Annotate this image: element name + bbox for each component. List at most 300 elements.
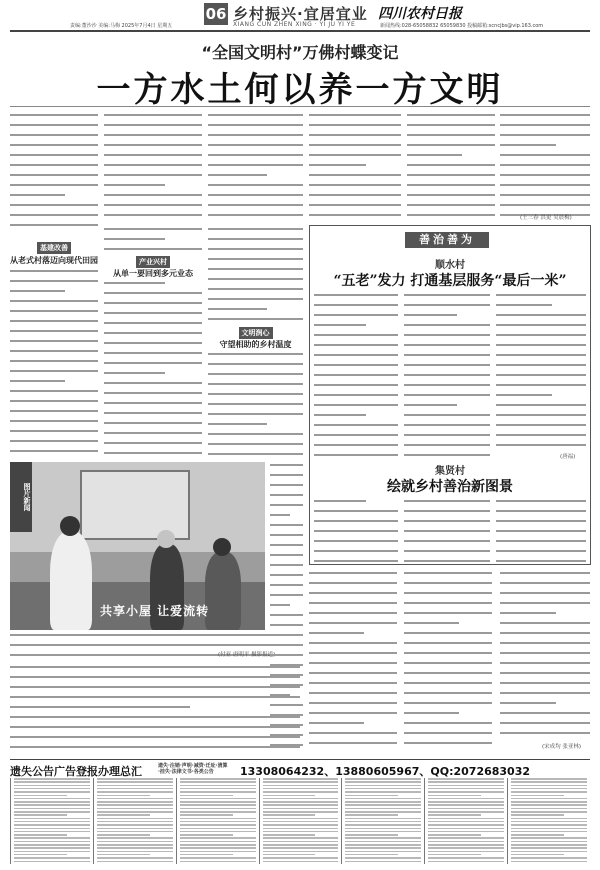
text-line bbox=[496, 500, 586, 508]
ads-line bbox=[97, 857, 173, 859]
text-line bbox=[496, 550, 586, 558]
ads-line bbox=[263, 811, 339, 813]
text-line bbox=[270, 564, 303, 572]
text-line bbox=[314, 394, 398, 402]
story2-location: 集贤村 bbox=[435, 466, 465, 477]
ads-line bbox=[180, 778, 256, 780]
text-line bbox=[496, 404, 586, 412]
ads-line bbox=[14, 824, 90, 826]
text-line bbox=[208, 393, 303, 401]
ads-line bbox=[345, 834, 398, 836]
text-line bbox=[404, 304, 490, 312]
text-line bbox=[104, 204, 202, 212]
ads-line bbox=[263, 821, 339, 823]
text-line bbox=[104, 302, 202, 310]
text-line bbox=[208, 363, 303, 371]
ads-line bbox=[14, 818, 90, 820]
text-line bbox=[10, 450, 98, 458]
story2-column-3b bbox=[500, 570, 590, 740]
ads-line bbox=[511, 804, 587, 806]
ads-column bbox=[93, 778, 176, 864]
ads-rule bbox=[10, 759, 590, 760]
ads-line bbox=[97, 834, 150, 836]
text-line bbox=[404, 520, 490, 528]
ads-line bbox=[14, 844, 90, 846]
text-line bbox=[104, 248, 202, 254]
text-line bbox=[500, 712, 590, 720]
ads-line bbox=[345, 844, 421, 846]
text-line bbox=[314, 424, 398, 432]
story1-author: (唐福) bbox=[560, 454, 576, 460]
newspaper-name: 四川农村日报 bbox=[378, 6, 462, 22]
ads-line bbox=[14, 861, 90, 863]
ads-line bbox=[263, 788, 339, 790]
ads-line bbox=[511, 821, 587, 823]
text-line bbox=[208, 318, 303, 326]
text-line bbox=[404, 712, 459, 720]
text-line bbox=[496, 510, 586, 518]
text-line bbox=[208, 278, 303, 286]
ads-line bbox=[14, 857, 90, 859]
text-line bbox=[500, 582, 590, 590]
text-line bbox=[10, 696, 300, 704]
ads-line bbox=[263, 814, 316, 816]
ads-line bbox=[345, 778, 421, 780]
body-column-1a bbox=[10, 112, 98, 232]
editor-info: 责编:董沙沙 美编:马梅 2025年7月4日 星期五 bbox=[70, 23, 173, 29]
text-line bbox=[314, 334, 398, 342]
ads-line bbox=[428, 814, 481, 816]
text-line bbox=[208, 214, 303, 222]
text-line bbox=[309, 632, 364, 640]
ads-line bbox=[97, 841, 173, 843]
ads-line bbox=[428, 818, 504, 820]
text-line bbox=[10, 280, 98, 288]
text-line bbox=[10, 360, 98, 368]
text-line bbox=[404, 662, 492, 670]
text-line bbox=[208, 308, 267, 316]
ads-line bbox=[511, 785, 587, 787]
ads-line bbox=[345, 818, 421, 820]
ads-line bbox=[180, 834, 233, 836]
text-line bbox=[404, 434, 490, 442]
text-line bbox=[208, 124, 303, 132]
story1-headline: “五老”发力 打通基层服务“最后一米” bbox=[333, 273, 567, 289]
ads-line bbox=[97, 818, 173, 820]
text-line bbox=[270, 594, 303, 602]
text-line bbox=[10, 270, 98, 278]
text-line bbox=[404, 722, 492, 730]
photo-villager-2-head bbox=[213, 538, 231, 556]
text-line bbox=[309, 612, 397, 620]
text-line bbox=[10, 370, 98, 378]
ads-line bbox=[97, 847, 173, 849]
photo-banner: 图片新闻 bbox=[10, 462, 32, 532]
ads-line bbox=[428, 781, 504, 783]
text-line bbox=[500, 592, 590, 600]
ads-line bbox=[14, 778, 90, 780]
text-line bbox=[208, 403, 303, 411]
ads-line bbox=[263, 828, 339, 830]
ads-line bbox=[345, 781, 421, 783]
text-line bbox=[314, 354, 398, 362]
text-line bbox=[314, 384, 398, 392]
ads-line bbox=[345, 828, 421, 830]
text-line bbox=[407, 154, 462, 162]
ads-line bbox=[511, 778, 587, 780]
ads-line bbox=[428, 801, 504, 803]
text-line bbox=[309, 692, 397, 700]
text-line bbox=[208, 238, 303, 246]
text-line bbox=[500, 692, 590, 700]
text-line bbox=[407, 184, 495, 192]
story2-column-1b bbox=[309, 570, 397, 752]
ads-line bbox=[263, 851, 339, 853]
text-line bbox=[104, 124, 202, 132]
text-line bbox=[404, 414, 490, 422]
text-line bbox=[104, 322, 202, 330]
text-line bbox=[404, 560, 490, 562]
story2-column-1 bbox=[314, 498, 398, 562]
ads-line bbox=[180, 824, 256, 826]
text-line bbox=[404, 510, 490, 518]
text-line bbox=[309, 134, 401, 142]
ads-line bbox=[14, 854, 67, 856]
text-line bbox=[10, 440, 98, 448]
body-column-3a bbox=[208, 112, 303, 224]
story2-column-2 bbox=[404, 498, 490, 562]
text-line bbox=[309, 194, 401, 202]
text-line bbox=[404, 344, 490, 352]
text-line bbox=[10, 686, 300, 694]
text-line bbox=[500, 164, 590, 172]
ads-line bbox=[180, 785, 256, 787]
ads-line bbox=[14, 804, 90, 806]
subhead-2: 从单一要回到多元业态 bbox=[113, 269, 193, 278]
section-pinyin: XIANG CUN ZHEN XING · YI JU YI YE bbox=[233, 21, 356, 28]
story-kicker: “全国文明村”万佛村蝶变记 bbox=[201, 43, 399, 62]
text-line bbox=[500, 722, 590, 730]
story2-column-2b bbox=[404, 570, 492, 752]
ads-line bbox=[97, 837, 173, 839]
ads-line bbox=[97, 795, 150, 797]
ads-line bbox=[14, 791, 90, 793]
text-line bbox=[496, 540, 586, 548]
text-line bbox=[10, 726, 300, 734]
text-line bbox=[496, 334, 586, 342]
ads-line bbox=[345, 804, 421, 806]
text-line bbox=[270, 654, 303, 662]
body-column-6a bbox=[500, 112, 590, 220]
text-line bbox=[10, 320, 98, 328]
ads-line bbox=[345, 795, 398, 797]
ads-line bbox=[180, 831, 256, 833]
text-line bbox=[104, 352, 202, 360]
ads-line bbox=[97, 824, 173, 826]
story2-column-3 bbox=[496, 498, 586, 562]
ads-line bbox=[14, 798, 90, 800]
ads-line bbox=[345, 808, 421, 810]
text-line bbox=[104, 372, 165, 380]
text-line bbox=[404, 582, 492, 590]
text-line bbox=[500, 652, 590, 660]
body-column-3b bbox=[208, 226, 303, 326]
shanyi-box-title: 善治善为 bbox=[405, 232, 489, 248]
text-line bbox=[208, 353, 303, 361]
text-line bbox=[404, 572, 492, 580]
ads-column bbox=[507, 778, 590, 864]
ads-line bbox=[180, 851, 256, 853]
ads-line bbox=[180, 854, 233, 856]
text-line bbox=[270, 514, 290, 522]
ads-line bbox=[180, 841, 256, 843]
text-line bbox=[404, 454, 490, 460]
ads-title: 遗失公告广告登报办理总汇 bbox=[10, 765, 142, 778]
text-line bbox=[104, 442, 202, 450]
story1-column-3 bbox=[496, 292, 586, 450]
text-line bbox=[10, 716, 300, 724]
text-line bbox=[309, 204, 401, 212]
text-line bbox=[208, 443, 303, 451]
ads-line bbox=[97, 814, 150, 816]
subhead-1-tag bbox=[10, 242, 98, 254]
text-line bbox=[309, 622, 397, 630]
header-rule bbox=[10, 30, 590, 32]
text-line bbox=[104, 238, 165, 246]
text-line bbox=[270, 464, 303, 472]
ads-line bbox=[511, 801, 587, 803]
text-line bbox=[10, 676, 300, 684]
text-line bbox=[270, 494, 303, 502]
text-line bbox=[208, 288, 303, 296]
text-line bbox=[500, 124, 590, 132]
ads-line bbox=[180, 801, 256, 803]
text-line bbox=[496, 344, 586, 352]
ads-line bbox=[511, 844, 587, 846]
text-line bbox=[404, 374, 490, 382]
text-line bbox=[10, 224, 98, 232]
text-line bbox=[10, 350, 98, 358]
text-line bbox=[104, 228, 202, 236]
story1-column-2 bbox=[404, 292, 490, 460]
ads-column bbox=[341, 778, 424, 864]
ads-line bbox=[428, 854, 481, 856]
ads-line bbox=[263, 798, 339, 800]
ads-line bbox=[180, 828, 256, 830]
contact-info: 新闻热线:028-65058832 65059830 投稿邮箱:scncjbs@vip.163.com bbox=[380, 23, 544, 29]
text-line bbox=[208, 114, 303, 122]
ads-line bbox=[263, 837, 339, 839]
text-line bbox=[404, 682, 492, 690]
ads-line bbox=[180, 844, 256, 846]
text-line bbox=[500, 204, 590, 212]
ads-line bbox=[511, 814, 564, 816]
ads-line bbox=[97, 808, 173, 810]
text-line bbox=[496, 444, 586, 450]
ads-line bbox=[180, 837, 256, 839]
text-line bbox=[404, 732, 492, 740]
text-line bbox=[404, 642, 492, 650]
masthead bbox=[0, 0, 600, 30]
text-line bbox=[496, 384, 586, 392]
text-line bbox=[496, 560, 586, 562]
ads-line bbox=[345, 788, 421, 790]
ads-line bbox=[511, 808, 587, 810]
ads-line bbox=[511, 781, 587, 783]
ads-line bbox=[428, 844, 504, 846]
text-line bbox=[309, 722, 364, 730]
text-line bbox=[104, 292, 202, 300]
text-line bbox=[104, 342, 202, 350]
text-line bbox=[309, 164, 366, 172]
text-line bbox=[10, 420, 98, 428]
text-line bbox=[208, 433, 303, 441]
text-line bbox=[270, 534, 303, 542]
text-line bbox=[208, 423, 267, 431]
classified-ads-grid bbox=[10, 778, 590, 864]
text-line bbox=[404, 394, 490, 402]
ads-line bbox=[345, 837, 421, 839]
story2-headline: 绘就乡村善治新图景 bbox=[387, 479, 513, 495]
text-line bbox=[404, 742, 492, 750]
ads-line bbox=[511, 831, 587, 833]
text-line bbox=[104, 282, 165, 290]
ads-line bbox=[428, 821, 504, 823]
text-line bbox=[270, 574, 303, 582]
ads-line bbox=[345, 824, 421, 826]
ads-line bbox=[345, 798, 421, 800]
text-line bbox=[496, 424, 586, 432]
photo-volunteer bbox=[50, 532, 92, 630]
text-line bbox=[500, 572, 590, 580]
text-line bbox=[404, 444, 490, 452]
ads-line bbox=[428, 831, 504, 833]
ads-line bbox=[511, 851, 587, 853]
ads-line bbox=[97, 844, 173, 846]
page-number: 06 bbox=[205, 5, 227, 23]
text-line bbox=[500, 682, 590, 690]
text-line bbox=[309, 732, 397, 740]
text-line bbox=[404, 702, 492, 710]
text-line bbox=[208, 373, 303, 381]
text-line bbox=[500, 662, 590, 670]
ads-line bbox=[345, 801, 421, 803]
ads-line bbox=[428, 857, 504, 859]
ads-line bbox=[263, 781, 339, 783]
text-line bbox=[104, 412, 202, 420]
ads-line bbox=[263, 857, 339, 859]
ads-line bbox=[345, 814, 398, 816]
text-line bbox=[404, 314, 457, 322]
ads-line bbox=[97, 828, 173, 830]
text-line bbox=[208, 144, 303, 152]
section-title: 乡村振兴·宜居宜业 bbox=[233, 5, 368, 23]
ads-line bbox=[428, 804, 504, 806]
text-line bbox=[314, 304, 398, 312]
text-line bbox=[500, 114, 590, 122]
text-line bbox=[500, 194, 590, 202]
subhead-2-tag bbox=[104, 256, 202, 268]
ads-line bbox=[97, 851, 173, 853]
ads-line bbox=[428, 861, 504, 863]
ads-line bbox=[180, 821, 256, 823]
story2-author: (宋成均 张亚林) bbox=[542, 744, 582, 750]
text-line bbox=[104, 214, 202, 222]
ads-line bbox=[511, 841, 587, 843]
text-line bbox=[10, 736, 300, 744]
text-line bbox=[404, 424, 490, 432]
ads-line bbox=[345, 847, 421, 849]
photo-villager-1-head bbox=[157, 530, 175, 548]
text-line bbox=[314, 550, 398, 558]
subhead-tag: 文明润心 bbox=[239, 327, 273, 339]
ads-line bbox=[263, 844, 339, 846]
text-line bbox=[407, 114, 495, 122]
text-line bbox=[10, 300, 98, 308]
text-line bbox=[10, 666, 300, 674]
ads-line bbox=[14, 801, 90, 803]
text-line bbox=[314, 324, 366, 332]
ads-line bbox=[428, 837, 504, 839]
text-line bbox=[500, 612, 556, 620]
ads-column bbox=[424, 778, 507, 864]
subhead-3: 守望相助的乡村温度 bbox=[219, 340, 292, 349]
text-line bbox=[10, 194, 65, 202]
ads-line bbox=[345, 854, 398, 856]
text-line bbox=[404, 364, 490, 372]
ads-line bbox=[14, 788, 90, 790]
text-line bbox=[309, 702, 397, 710]
text-line bbox=[309, 174, 401, 182]
ads-line bbox=[511, 791, 587, 793]
ads-line bbox=[263, 824, 339, 826]
text-line bbox=[208, 383, 303, 391]
ads-line bbox=[14, 841, 90, 843]
text-line bbox=[404, 500, 490, 508]
text-line bbox=[10, 290, 65, 298]
ads-line bbox=[263, 791, 339, 793]
text-line bbox=[314, 414, 366, 422]
ads-line bbox=[345, 861, 421, 863]
ads-line bbox=[180, 857, 256, 859]
text-line bbox=[270, 554, 303, 562]
text-line bbox=[104, 362, 202, 370]
text-line bbox=[10, 380, 65, 388]
text-line bbox=[10, 330, 98, 338]
ads-line bbox=[97, 798, 173, 800]
text-line bbox=[309, 642, 397, 650]
text-line bbox=[407, 214, 495, 220]
text-line bbox=[208, 248, 303, 256]
text-line bbox=[407, 174, 495, 182]
text-line bbox=[404, 592, 492, 600]
text-line bbox=[500, 184, 590, 192]
text-line bbox=[404, 632, 492, 640]
text-line bbox=[314, 434, 398, 442]
text-line bbox=[407, 194, 495, 202]
text-line bbox=[407, 144, 495, 152]
text-line bbox=[10, 390, 98, 398]
ads-line bbox=[428, 828, 504, 830]
text-line bbox=[314, 314, 398, 322]
text-line bbox=[314, 520, 398, 528]
ads-line bbox=[428, 795, 481, 797]
ads-column bbox=[259, 778, 342, 864]
text-line bbox=[10, 706, 190, 714]
text-line bbox=[104, 402, 202, 410]
headline-rule bbox=[10, 106, 590, 107]
text-line bbox=[314, 510, 398, 518]
